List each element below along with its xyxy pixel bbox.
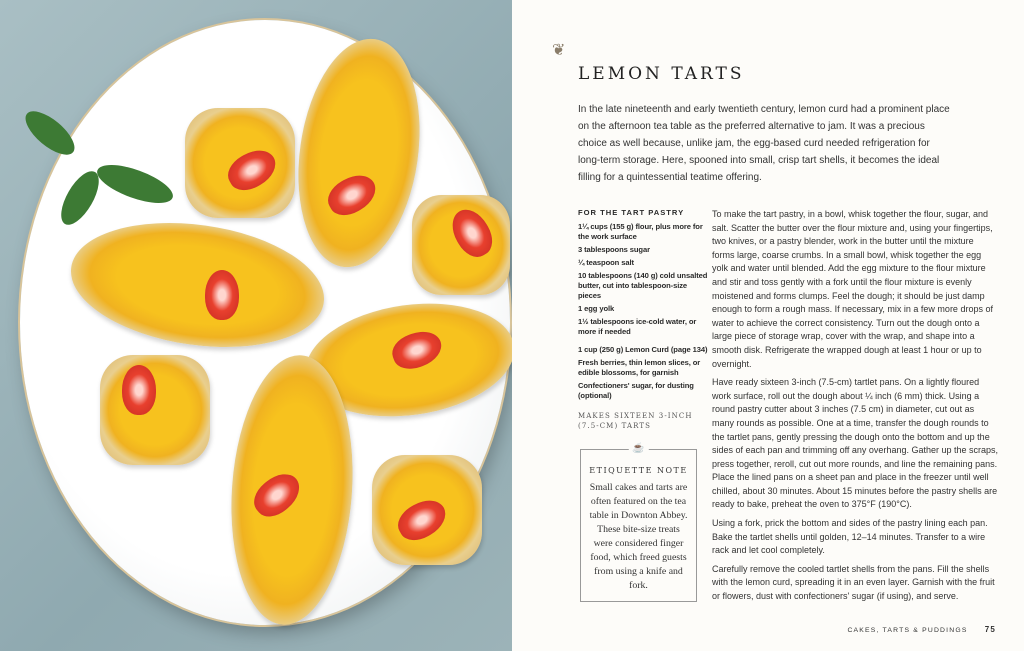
method bbox=[712, 208, 998, 609]
flourish-ornament-icon: ❦ bbox=[552, 40, 566, 59]
ingredient: 1¼ cups (155 g) flour, plus more for the work surface bbox=[578, 222, 703, 241]
method-step: Carefully remove the cooled tartlet shells from the pans. Fill the shells with the lemon curd, spreading it in an even layer. Garnish with the fruit or flowers, dust with confectioners' sugar (if using), and serve. bbox=[712, 563, 995, 602]
recipe-page bbox=[512, 0, 1024, 651]
note-heading: ETIQUETTE NOTE bbox=[589, 466, 688, 475]
strawberry bbox=[122, 365, 156, 415]
ingredient: 1 cup (250 g) Lemon Curd (page 134) bbox=[578, 345, 708, 354]
recipe-yield: MAKES SIXTEEN 3-INCH (7.5-CM) TARTS bbox=[578, 412, 693, 430]
ingredients-heading: FOR THE TART PASTRY bbox=[578, 208, 685, 217]
ingredient: 1½ tablespoons ice-cold water, or more if needed bbox=[578, 317, 697, 336]
page-title: LEMON TARTS bbox=[578, 64, 745, 84]
method-step: Using a fork, prick the bottom and sides of the pastry lining each pan. Bake the tartlet shells until golden, 12–14 minutes. Transfer to a wire rack and let cool completely. bbox=[712, 518, 988, 556]
page-footer bbox=[847, 625, 996, 634]
method-step: Have ready sixteen 3-inch (7.5-cm) tartlet pans. On a lightly floured work surface, roll out the dough about ¼ inch (6 mm) thick. Using a round pastry cutter about 3 inches (7.5 cm) in diameter, cut out as many rounds as possible. One at a time, transfer the dough rounds to the tartlet pans, gently pressing the dough onto the bottom and up the sides of each pan and trimming off any overhang. Gather up the scraps, press together, reroll, cut out more rounds, and line the remaining pans. Place the lined pans on a sheet pan and place in the freezer until well chilled, about 30 minutes. About 15 minutes before the pastry shells are ready to bake, preheat the oven to 375°F (190°C). bbox=[712, 377, 999, 510]
etiquette-note-box bbox=[580, 443, 697, 602]
left-column bbox=[578, 208, 710, 602]
note-text: Small cakes and tarts are often featured on the tea table in Downton Abbey. These bite-size treats were considered finger food, which freed guests from using a knife and fork. bbox=[589, 482, 688, 591]
ingredient: Confectioners' sugar, for dusting (optional) bbox=[578, 381, 694, 400]
ingredient: Fresh berries, thin lemon slices, or edible blossoms, for garnish bbox=[578, 358, 701, 377]
teacup-icon: ☕ bbox=[628, 442, 648, 456]
tart bbox=[100, 355, 210, 465]
ingredients-list bbox=[578, 208, 710, 431]
ingredient: 3 tablespoons sugar bbox=[578, 245, 650, 254]
ingredient: 1 egg yolk bbox=[578, 304, 615, 313]
method-step: To make the tart pastry, in a bowl, whisk together the flour, sugar, and salt. Scatter the butter over the flour mixture and, using your fingertips, two knives, or a pastry blender, work in the butter until the mixture forms large, coarse crumbs. In a small bowl, whisk together the egg yolk and water until blended. Add the egg mixture to the flour mixture and stir and toss gently with a fork until the flour mixture is evenly moistened and forms clumps. Feel the dough; it should be just damp enough to form a rough mass. If necessary, mix in a few more drops of water to achieve the correct consistency. Turn out the dough onto a large piece of storage wrap, cover with the wrap, and shape into a smooth disk. Refrigerate the wrapped dough at least 1 hour or up to overnight. bbox=[712, 209, 993, 369]
ingredient: ¼ teaspoon salt bbox=[578, 258, 634, 267]
intro-paragraph: In the late nineteenth and early twentieth century, lemon curd had a prominent place on the afternoon tea table as the preferred alternative to jam. It was a precious choice as well because, unlike jam, the egg-based curd needed refrigeration for long-term storage. Here, spooned into small, crisp tart shells, it becomes the ideal filling for a quintessential teatime offering. bbox=[578, 104, 950, 183]
page-number: 75 bbox=[984, 625, 996, 634]
section-name: CAKES, TARTS & PUDDINGS bbox=[847, 627, 968, 634]
strawberry bbox=[205, 270, 239, 320]
ingredient: 10 tablespoons (140 g) cold unsalted butter, cut into tablespoon-size pieces bbox=[578, 271, 708, 300]
